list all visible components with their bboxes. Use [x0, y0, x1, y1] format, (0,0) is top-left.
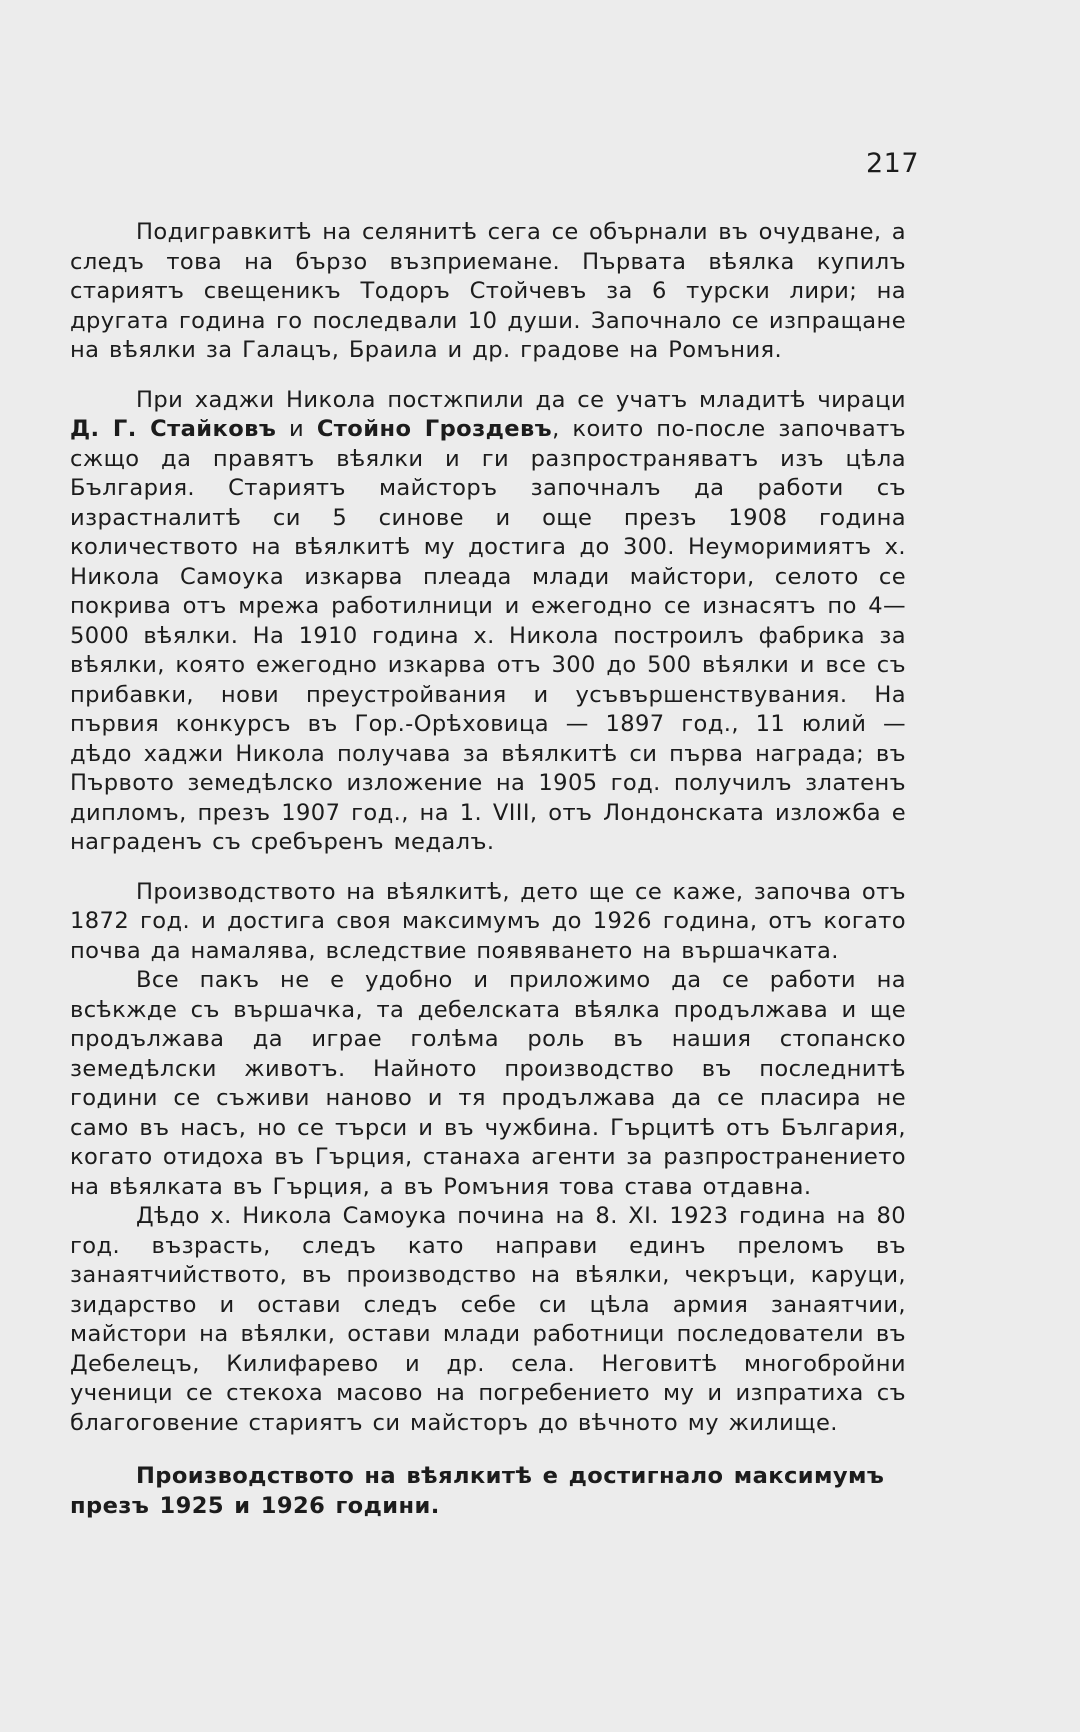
paragraph-5: Дѣдо х. Никола Самоука почина на 8. XI. 1923 година на 80 год. възрасть, следъ като направи единъ преломъ въ занаятчийството, въ производство на вѣялки, чекръци, каруци, зидарство и остави следъ себе си цѣла армия занаятчии, майстори на вѣялки, остави млади работници последователи въ Дебелецъ, Килифарево и др. села. Неговитѣ многобройни ученици се стекоха масово на погребението му и изпратиха съ благоговение стариятъ си майсторъ до вѣчното му жилище. [70, 1203, 906, 1436]
paragraph-1: Подигравкитѣ на селянитѣ сега се обърнали въ очудване, а следъ това на бързо възприемане. Първата вѣялка купилъ стариятъ свещеникъ Тодоръ Стойчевъ за 6 турски лири; на другата година го последвали 10 души. Започнало се изпращане на вѣялки за Галацъ, Браила и др. градове на Ромъния. [70, 219, 906, 363]
paragraph-2-rest: , които по-после започватъ сжщо да правятъ вѣялки и ги разпространяватъ изъ цѣла България. Стариятъ майсторъ започналъ да работи съ израстналитѣ си 5 синове и още презъ 1908 година количеството на вѣялкитѣ му достига до 300. Неуморимиятъ х. Никола Самоука изкарва плеада млади майстори, селото се покрива отъ мрежа работилници и ежегодно се изнасятъ по 4—5000 вѣялки. На 1910 година х. Никола построилъ фабрика за вѣялки, която ежегодно изкарва отъ 300 до 500 вѣялки и все съ прибавки, нови преустройвания и усъвършенствувания. На първия конкурсъ въ Гор.-Орѣховица — 1897 год., 11 юлий — дѣдо хаджи Никола получава за вѣялкитѣ си първа награда; въ Първото земедѣлско изложение на 1905 год. получилъ златенъ дипломъ, презъ 1907 год., на 1. VIII, отъ Лондонската изложба е награденъ съ сребъренъ медалъ. [70, 416, 907, 855]
paragraph-2-intro: При хаджи Никола постжпили да се учатъ младитѣ чираци [136, 386, 906, 413]
person-name-staikov: Д. Г. Стайковъ [70, 416, 277, 442]
paragraph-2 [70, 386, 906, 858]
paragraph-2-conjunction: и [276, 416, 317, 442]
person-name-grozdev: Стойно Гроздевъ [316, 416, 553, 442]
paragraph-6-conclusion: Производството на вѣялкитѣ е достигнало максимумъ презъ 1925 и 1926 години. [70, 1463, 885, 1519]
page-number: 217 [866, 148, 920, 179]
paragraph-4: Все пакъ не е удобно и приложимо да се работи на всѣкжде съ вършачка, та дебелската вѣялка продължава и ще продължава да играе голѣма роль въ нашия стопанско земедѣлски животъ. Найното производство въ последнитѣ години се съживи наново и тя продължава да се пласира не само въ насъ, но се търси и въ чужбина. Гърцитѣ отъ България, когато отидоха въ Гърция, станаха агенти за разпространението на вѣялката въ Гърция, а въ Ромъния това става отдавна. [70, 967, 906, 1200]
body-text [70, 218, 906, 1521]
paragraph-3: Производството на вѣялкитѣ, дето ще се каже, започва отъ 1872 год. и достига своя максимумъ до 1926 година, отъ когато почва да намалява, вследствие появяването на вършачката. [70, 878, 906, 964]
